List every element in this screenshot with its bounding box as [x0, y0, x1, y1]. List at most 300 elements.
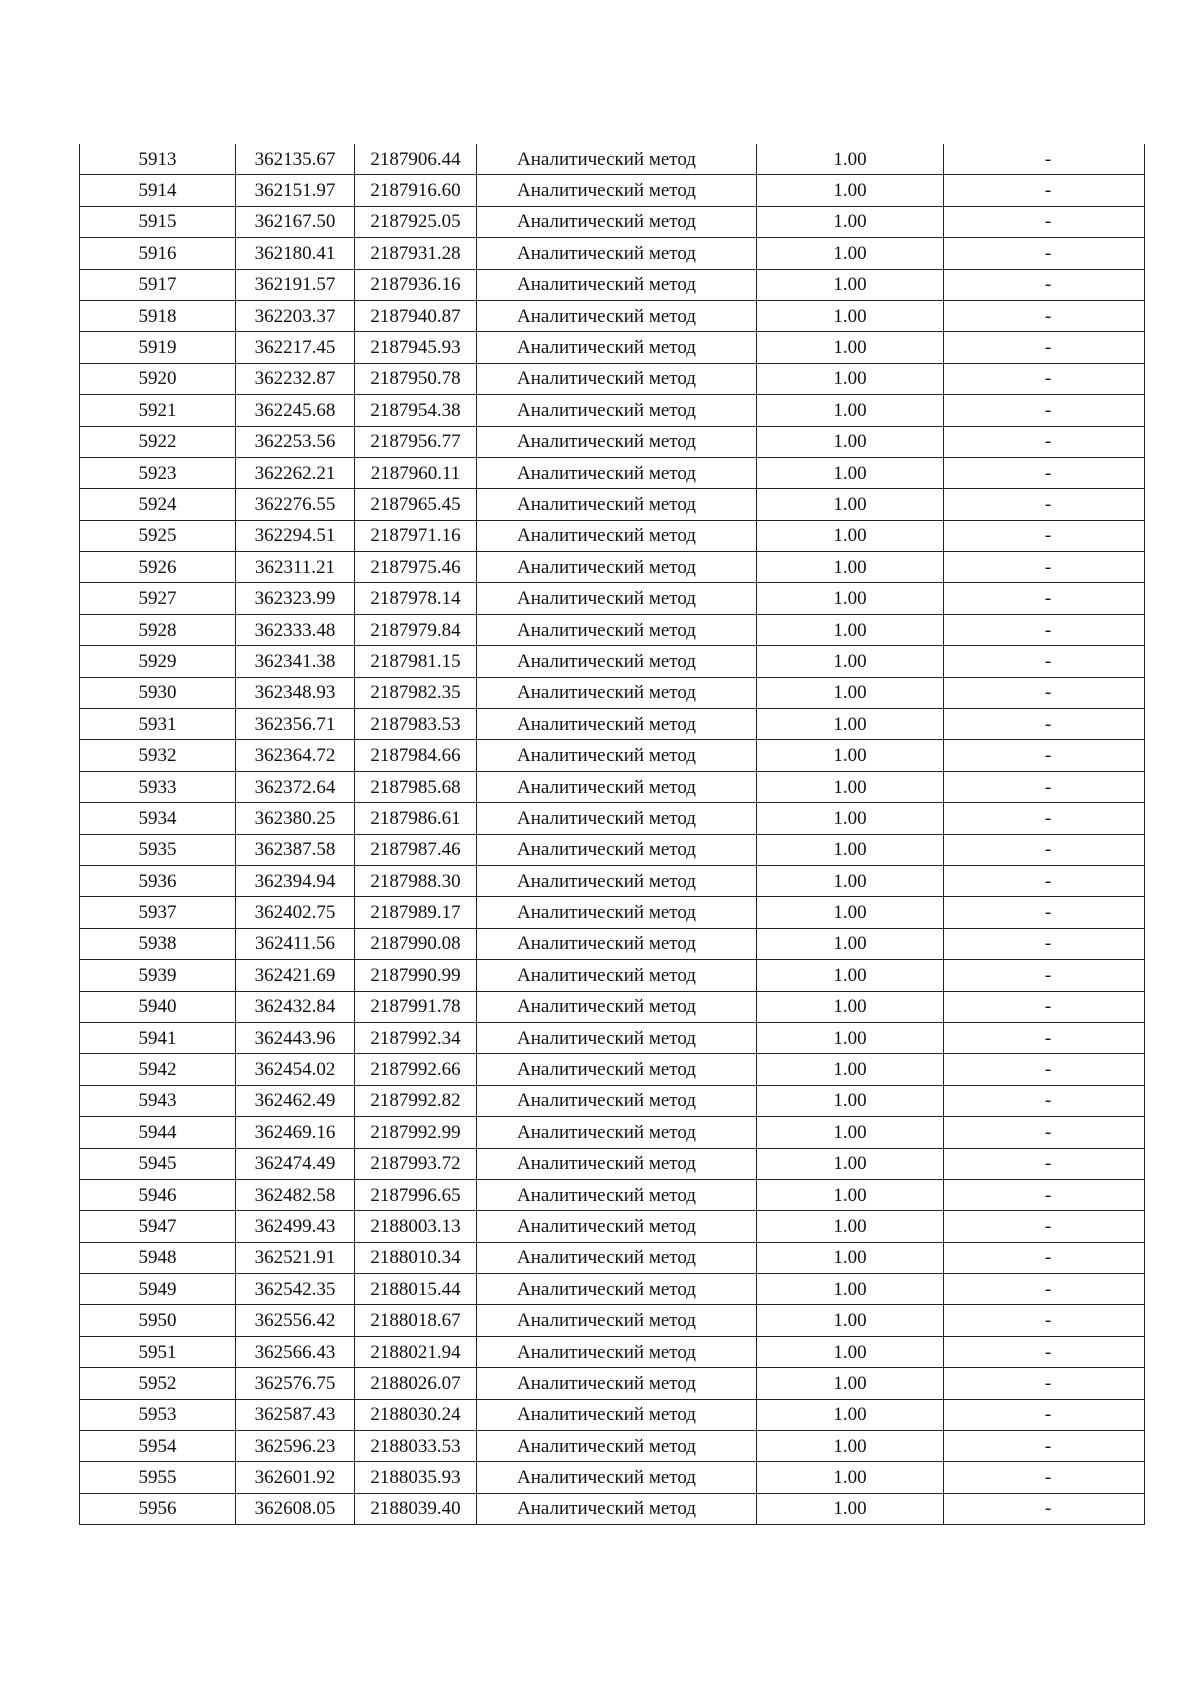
- method-cell: Аналитический метод: [477, 238, 757, 269]
- note-cell: -: [944, 144, 1145, 175]
- y-coordinate-cell: 2188026.07: [355, 1368, 477, 1399]
- point-number-cell: 5941: [80, 1022, 236, 1053]
- table-row: [80, 740, 1145, 771]
- point-number-cell: 5944: [80, 1117, 236, 1148]
- table-row: [80, 1211, 1145, 1242]
- y-coordinate-cell: 2187985.68: [355, 771, 477, 802]
- method-cell: Аналитический метод: [477, 803, 757, 834]
- point-number-cell: 5923: [80, 457, 236, 488]
- method-cell: Аналитический метод: [477, 1368, 757, 1399]
- y-coordinate-cell: 2187960.11: [355, 457, 477, 488]
- note-cell: -: [944, 1493, 1145, 1524]
- note-cell: -: [944, 1022, 1145, 1053]
- method-cell: Аналитический метод: [477, 646, 757, 677]
- y-coordinate-cell: 2188021.94: [355, 1336, 477, 1367]
- x-coordinate-cell: 362294.51: [236, 520, 355, 551]
- table-row: [80, 206, 1145, 237]
- x-coordinate-cell: 362135.67: [236, 144, 355, 175]
- x-coordinate-cell: 362587.43: [236, 1399, 355, 1430]
- point-number-cell: 5956: [80, 1493, 236, 1524]
- method-cell: Аналитический метод: [477, 897, 757, 928]
- point-number-cell: 5936: [80, 865, 236, 896]
- x-coordinate-cell: 362356.71: [236, 709, 355, 740]
- y-coordinate-cell: 2187931.28: [355, 238, 477, 269]
- method-cell: Аналитический метод: [477, 332, 757, 363]
- x-coordinate-cell: 362556.42: [236, 1305, 355, 1336]
- method-cell: Аналитический метод: [477, 740, 757, 771]
- table-row: [80, 1022, 1145, 1053]
- point-number-cell: 5949: [80, 1274, 236, 1305]
- table-row: [80, 363, 1145, 394]
- point-number-cell: 5930: [80, 677, 236, 708]
- table-row: [80, 1399, 1145, 1430]
- point-number-cell: 5914: [80, 175, 236, 206]
- note-cell: -: [944, 1211, 1145, 1242]
- accuracy-cell: 1.00: [757, 300, 944, 331]
- method-cell: Аналитический метод: [477, 771, 757, 802]
- table-row: [80, 1431, 1145, 1462]
- point-number-cell: 5928: [80, 614, 236, 645]
- method-cell: Аналитический метод: [477, 363, 757, 394]
- point-number-cell: 5924: [80, 489, 236, 520]
- x-coordinate-cell: 362364.72: [236, 740, 355, 771]
- x-coordinate-cell: 362311.21: [236, 552, 355, 583]
- table-row: [80, 1305, 1145, 1336]
- accuracy-cell: 1.00: [757, 206, 944, 237]
- point-number-cell: 5950: [80, 1305, 236, 1336]
- note-cell: -: [944, 175, 1145, 206]
- point-number-cell: 5917: [80, 269, 236, 300]
- note-cell: -: [944, 771, 1145, 802]
- accuracy-cell: 1.00: [757, 960, 944, 991]
- method-cell: Аналитический метод: [477, 1305, 757, 1336]
- x-coordinate-cell: 362203.37: [236, 300, 355, 331]
- x-coordinate-cell: 362380.25: [236, 803, 355, 834]
- method-cell: Аналитический метод: [477, 1148, 757, 1179]
- table-row: [80, 709, 1145, 740]
- x-coordinate-cell: 362253.56: [236, 426, 355, 457]
- note-cell: -: [944, 332, 1145, 363]
- note-cell: -: [944, 1274, 1145, 1305]
- table-row: [80, 1242, 1145, 1273]
- point-number-cell: 5926: [80, 552, 236, 583]
- accuracy-cell: 1.00: [757, 897, 944, 928]
- table-row: [80, 395, 1145, 426]
- point-number-cell: 5913: [80, 144, 236, 175]
- note-cell: -: [944, 1431, 1145, 1462]
- x-coordinate-cell: 362566.43: [236, 1336, 355, 1367]
- x-coordinate-cell: 362341.38: [236, 646, 355, 677]
- accuracy-cell: 1.00: [757, 740, 944, 771]
- note-cell: -: [944, 677, 1145, 708]
- y-coordinate-cell: 2188030.24: [355, 1399, 477, 1430]
- accuracy-cell: 1.00: [757, 426, 944, 457]
- method-cell: Аналитический метод: [477, 144, 757, 175]
- method-cell: Аналитический метод: [477, 928, 757, 959]
- accuracy-cell: 1.00: [757, 646, 944, 677]
- note-cell: -: [944, 395, 1145, 426]
- point-number-cell: 5925: [80, 520, 236, 551]
- y-coordinate-cell: 2187992.66: [355, 1054, 477, 1085]
- accuracy-cell: 1.00: [757, 1242, 944, 1273]
- note-cell: -: [944, 897, 1145, 928]
- accuracy-cell: 1.00: [757, 1085, 944, 1116]
- note-cell: -: [944, 1148, 1145, 1179]
- method-cell: Аналитический метод: [477, 1054, 757, 1085]
- note-cell: -: [944, 489, 1145, 520]
- point-number-cell: 5931: [80, 709, 236, 740]
- point-number-cell: 5918: [80, 300, 236, 331]
- x-coordinate-cell: 362387.58: [236, 834, 355, 865]
- y-coordinate-cell: 2187906.44: [355, 144, 477, 175]
- note-cell: -: [944, 552, 1145, 583]
- note-cell: -: [944, 363, 1145, 394]
- accuracy-cell: 1.00: [757, 865, 944, 896]
- note-cell: -: [944, 834, 1145, 865]
- y-coordinate-cell: 2187916.60: [355, 175, 477, 206]
- x-coordinate-cell: 362394.94: [236, 865, 355, 896]
- y-coordinate-cell: 2187988.30: [355, 865, 477, 896]
- method-cell: Аналитический метод: [477, 583, 757, 614]
- method-cell: Аналитический метод: [477, 269, 757, 300]
- accuracy-cell: 1.00: [757, 1462, 944, 1493]
- point-number-cell: 5919: [80, 332, 236, 363]
- table-row: [80, 1336, 1145, 1367]
- y-coordinate-cell: 2187940.87: [355, 300, 477, 331]
- y-coordinate-cell: 2187979.84: [355, 614, 477, 645]
- table-row: [80, 646, 1145, 677]
- accuracy-cell: 1.00: [757, 457, 944, 488]
- method-cell: Аналитический метод: [477, 677, 757, 708]
- accuracy-cell: 1.00: [757, 144, 944, 175]
- note-cell: -: [944, 457, 1145, 488]
- table-row: [80, 1493, 1145, 1524]
- accuracy-cell: 1.00: [757, 363, 944, 394]
- table-row: [80, 1179, 1145, 1210]
- y-coordinate-cell: 2187975.46: [355, 552, 477, 583]
- x-coordinate-cell: 362454.02: [236, 1054, 355, 1085]
- method-cell: Аналитический метод: [477, 395, 757, 426]
- table-row: [80, 991, 1145, 1022]
- accuracy-cell: 1.00: [757, 1368, 944, 1399]
- table-row: [80, 897, 1145, 928]
- accuracy-cell: 1.00: [757, 1305, 944, 1336]
- accuracy-cell: 1.00: [757, 1336, 944, 1367]
- point-number-cell: 5953: [80, 1399, 236, 1430]
- accuracy-cell: 1.00: [757, 552, 944, 583]
- accuracy-cell: 1.00: [757, 1022, 944, 1053]
- x-coordinate-cell: 362245.68: [236, 395, 355, 426]
- x-coordinate-cell: 362608.05: [236, 1493, 355, 1524]
- accuracy-cell: 1.00: [757, 991, 944, 1022]
- table-row: [80, 520, 1145, 551]
- x-coordinate-cell: 362191.57: [236, 269, 355, 300]
- x-coordinate-cell: 362601.92: [236, 1462, 355, 1493]
- x-coordinate-cell: 362402.75: [236, 897, 355, 928]
- table-row: [80, 1368, 1145, 1399]
- accuracy-cell: 1.00: [757, 583, 944, 614]
- method-cell: Аналитический метод: [477, 489, 757, 520]
- note-cell: -: [944, 709, 1145, 740]
- method-cell: Аналитический метод: [477, 709, 757, 740]
- x-coordinate-cell: 362217.45: [236, 332, 355, 363]
- method-cell: Аналитический метод: [477, 1336, 757, 1367]
- table-row: [80, 552, 1145, 583]
- method-cell: Аналитический метод: [477, 960, 757, 991]
- coordinates-table: [79, 144, 1145, 1525]
- accuracy-cell: 1.00: [757, 238, 944, 269]
- table-row: [80, 803, 1145, 834]
- point-number-cell: 5945: [80, 1148, 236, 1179]
- note-cell: -: [944, 520, 1145, 551]
- accuracy-cell: 1.00: [757, 332, 944, 363]
- table-row: [80, 1054, 1145, 1085]
- method-cell: Аналитический метод: [477, 991, 757, 1022]
- point-number-cell: 5920: [80, 363, 236, 394]
- note-cell: -: [944, 238, 1145, 269]
- point-number-cell: 5939: [80, 960, 236, 991]
- note-cell: -: [944, 740, 1145, 771]
- accuracy-cell: 1.00: [757, 1493, 944, 1524]
- method-cell: Аналитический метод: [477, 1022, 757, 1053]
- accuracy-cell: 1.00: [757, 834, 944, 865]
- x-coordinate-cell: 362499.43: [236, 1211, 355, 1242]
- y-coordinate-cell: 2188033.53: [355, 1431, 477, 1462]
- y-coordinate-cell: 2188010.34: [355, 1242, 477, 1273]
- point-number-cell: 5932: [80, 740, 236, 771]
- x-coordinate-cell: 362474.49: [236, 1148, 355, 1179]
- y-coordinate-cell: 2188018.67: [355, 1305, 477, 1336]
- y-coordinate-cell: 2187993.72: [355, 1148, 477, 1179]
- x-coordinate-cell: 362180.41: [236, 238, 355, 269]
- point-number-cell: 5946: [80, 1179, 236, 1210]
- note-cell: -: [944, 1242, 1145, 1273]
- note-cell: -: [944, 1085, 1145, 1116]
- note-cell: -: [944, 1054, 1145, 1085]
- note-cell: -: [944, 300, 1145, 331]
- method-cell: Аналитический метод: [477, 834, 757, 865]
- table-row: [80, 834, 1145, 865]
- y-coordinate-cell: 2187987.46: [355, 834, 477, 865]
- x-coordinate-cell: 362432.84: [236, 991, 355, 1022]
- note-cell: -: [944, 269, 1145, 300]
- y-coordinate-cell: 2187991.78: [355, 991, 477, 1022]
- accuracy-cell: 1.00: [757, 928, 944, 959]
- point-number-cell: 5955: [80, 1462, 236, 1493]
- point-number-cell: 5934: [80, 803, 236, 834]
- x-coordinate-cell: 362348.93: [236, 677, 355, 708]
- method-cell: Аналитический метод: [477, 1179, 757, 1210]
- point-number-cell: 5938: [80, 928, 236, 959]
- point-number-cell: 5954: [80, 1431, 236, 1462]
- y-coordinate-cell: 2187981.15: [355, 646, 477, 677]
- table-row: [80, 489, 1145, 520]
- table-row: [80, 865, 1145, 896]
- method-cell: Аналитический метод: [477, 1274, 757, 1305]
- accuracy-cell: 1.00: [757, 771, 944, 802]
- note-cell: -: [944, 928, 1145, 959]
- note-cell: -: [944, 1399, 1145, 1430]
- x-coordinate-cell: 362411.56: [236, 928, 355, 959]
- note-cell: -: [944, 865, 1145, 896]
- table-row: [80, 1085, 1145, 1116]
- y-coordinate-cell: 2187990.08: [355, 928, 477, 959]
- accuracy-cell: 1.00: [757, 1211, 944, 1242]
- y-coordinate-cell: 2187986.61: [355, 803, 477, 834]
- note-cell: -: [944, 1336, 1145, 1367]
- method-cell: Аналитический метод: [477, 614, 757, 645]
- y-coordinate-cell: 2187965.45: [355, 489, 477, 520]
- method-cell: Аналитический метод: [477, 1242, 757, 1273]
- point-number-cell: 5915: [80, 206, 236, 237]
- x-coordinate-cell: 362323.99: [236, 583, 355, 614]
- method-cell: Аналитический метод: [477, 206, 757, 237]
- note-cell: -: [944, 1117, 1145, 1148]
- y-coordinate-cell: 2187982.35: [355, 677, 477, 708]
- y-coordinate-cell: 2188039.40: [355, 1493, 477, 1524]
- point-number-cell: 5948: [80, 1242, 236, 1273]
- accuracy-cell: 1.00: [757, 614, 944, 645]
- y-coordinate-cell: 2187978.14: [355, 583, 477, 614]
- note-cell: -: [944, 803, 1145, 834]
- table-row: [80, 457, 1145, 488]
- y-coordinate-cell: 2187956.77: [355, 426, 477, 457]
- x-coordinate-cell: 362167.50: [236, 206, 355, 237]
- x-coordinate-cell: 362333.48: [236, 614, 355, 645]
- method-cell: Аналитический метод: [477, 1117, 757, 1148]
- table-row: [80, 426, 1145, 457]
- method-cell: Аналитический метод: [477, 865, 757, 896]
- y-coordinate-cell: 2187984.66: [355, 740, 477, 771]
- accuracy-cell: 1.00: [757, 269, 944, 300]
- method-cell: Аналитический метод: [477, 1211, 757, 1242]
- table-row: [80, 928, 1145, 959]
- y-coordinate-cell: 2187990.99: [355, 960, 477, 991]
- x-coordinate-cell: 362372.64: [236, 771, 355, 802]
- accuracy-cell: 1.00: [757, 1054, 944, 1085]
- table-row: [80, 144, 1145, 175]
- accuracy-cell: 1.00: [757, 1431, 944, 1462]
- y-coordinate-cell: 2187992.82: [355, 1085, 477, 1116]
- table-row: [80, 300, 1145, 331]
- point-number-cell: 5952: [80, 1368, 236, 1399]
- note-cell: -: [944, 1462, 1145, 1493]
- table-row: [80, 677, 1145, 708]
- note-cell: -: [944, 583, 1145, 614]
- point-number-cell: 5951: [80, 1336, 236, 1367]
- y-coordinate-cell: 2187992.34: [355, 1022, 477, 1053]
- x-coordinate-cell: 362469.16: [236, 1117, 355, 1148]
- point-number-cell: 5922: [80, 426, 236, 457]
- note-cell: -: [944, 991, 1145, 1022]
- point-number-cell: 5940: [80, 991, 236, 1022]
- point-number-cell: 5947: [80, 1211, 236, 1242]
- note-cell: -: [944, 1305, 1145, 1336]
- point-number-cell: 5943: [80, 1085, 236, 1116]
- x-coordinate-cell: 362462.49: [236, 1085, 355, 1116]
- method-cell: Аналитический метод: [477, 175, 757, 206]
- method-cell: Аналитический метод: [477, 1493, 757, 1524]
- y-coordinate-cell: 2187950.78: [355, 363, 477, 394]
- table-row: [80, 1117, 1145, 1148]
- table-row: [80, 614, 1145, 645]
- point-number-cell: 5916: [80, 238, 236, 269]
- accuracy-cell: 1.00: [757, 520, 944, 551]
- x-coordinate-cell: 362151.97: [236, 175, 355, 206]
- accuracy-cell: 1.00: [757, 489, 944, 520]
- point-number-cell: 5933: [80, 771, 236, 802]
- x-coordinate-cell: 362276.55: [236, 489, 355, 520]
- method-cell: Аналитический метод: [477, 457, 757, 488]
- table-row: [80, 238, 1145, 269]
- method-cell: Аналитический метод: [477, 1431, 757, 1462]
- y-coordinate-cell: 2188035.93: [355, 1462, 477, 1493]
- x-coordinate-cell: 362232.87: [236, 363, 355, 394]
- accuracy-cell: 1.00: [757, 677, 944, 708]
- x-coordinate-cell: 362521.91: [236, 1242, 355, 1273]
- note-cell: -: [944, 1179, 1145, 1210]
- table-row: [80, 1274, 1145, 1305]
- method-cell: Аналитический метод: [477, 300, 757, 331]
- y-coordinate-cell: 2187925.05: [355, 206, 477, 237]
- point-number-cell: 5935: [80, 834, 236, 865]
- method-cell: Аналитический метод: [477, 520, 757, 551]
- point-number-cell: 5937: [80, 897, 236, 928]
- method-cell: Аналитический метод: [477, 1399, 757, 1430]
- note-cell: -: [944, 426, 1145, 457]
- table-row: [80, 960, 1145, 991]
- accuracy-cell: 1.00: [757, 1117, 944, 1148]
- x-coordinate-cell: 362262.21: [236, 457, 355, 488]
- x-coordinate-cell: 362421.69: [236, 960, 355, 991]
- note-cell: -: [944, 646, 1145, 677]
- y-coordinate-cell: 2187945.93: [355, 332, 477, 363]
- method-cell: Аналитический метод: [477, 1085, 757, 1116]
- note-cell: -: [944, 1368, 1145, 1399]
- accuracy-cell: 1.00: [757, 1148, 944, 1179]
- y-coordinate-cell: 2187992.99: [355, 1117, 477, 1148]
- accuracy-cell: 1.00: [757, 709, 944, 740]
- method-cell: Аналитический метод: [477, 426, 757, 457]
- point-number-cell: 5942: [80, 1054, 236, 1085]
- y-coordinate-cell: 2187996.65: [355, 1179, 477, 1210]
- table-row: [80, 1148, 1145, 1179]
- method-cell: Аналитический метод: [477, 552, 757, 583]
- y-coordinate-cell: 2187971.16: [355, 520, 477, 551]
- x-coordinate-cell: 362542.35: [236, 1274, 355, 1305]
- table-row: [80, 332, 1145, 363]
- x-coordinate-cell: 362576.75: [236, 1368, 355, 1399]
- accuracy-cell: 1.00: [757, 395, 944, 426]
- note-cell: -: [944, 206, 1145, 237]
- accuracy-cell: 1.00: [757, 1179, 944, 1210]
- accuracy-cell: 1.00: [757, 1399, 944, 1430]
- y-coordinate-cell: 2187989.17: [355, 897, 477, 928]
- x-coordinate-cell: 362482.58: [236, 1179, 355, 1210]
- note-cell: -: [944, 960, 1145, 991]
- x-coordinate-cell: 362596.23: [236, 1431, 355, 1462]
- y-coordinate-cell: 2187954.38: [355, 395, 477, 426]
- coordinates-table-body: [80, 144, 1145, 1525]
- y-coordinate-cell: 2187983.53: [355, 709, 477, 740]
- y-coordinate-cell: 2188003.13: [355, 1211, 477, 1242]
- table-row: [80, 1462, 1145, 1493]
- point-number-cell: 5929: [80, 646, 236, 677]
- table-row: [80, 269, 1145, 300]
- table-row: [80, 583, 1145, 614]
- method-cell: Аналитический метод: [477, 1462, 757, 1493]
- y-coordinate-cell: 2188015.44: [355, 1274, 477, 1305]
